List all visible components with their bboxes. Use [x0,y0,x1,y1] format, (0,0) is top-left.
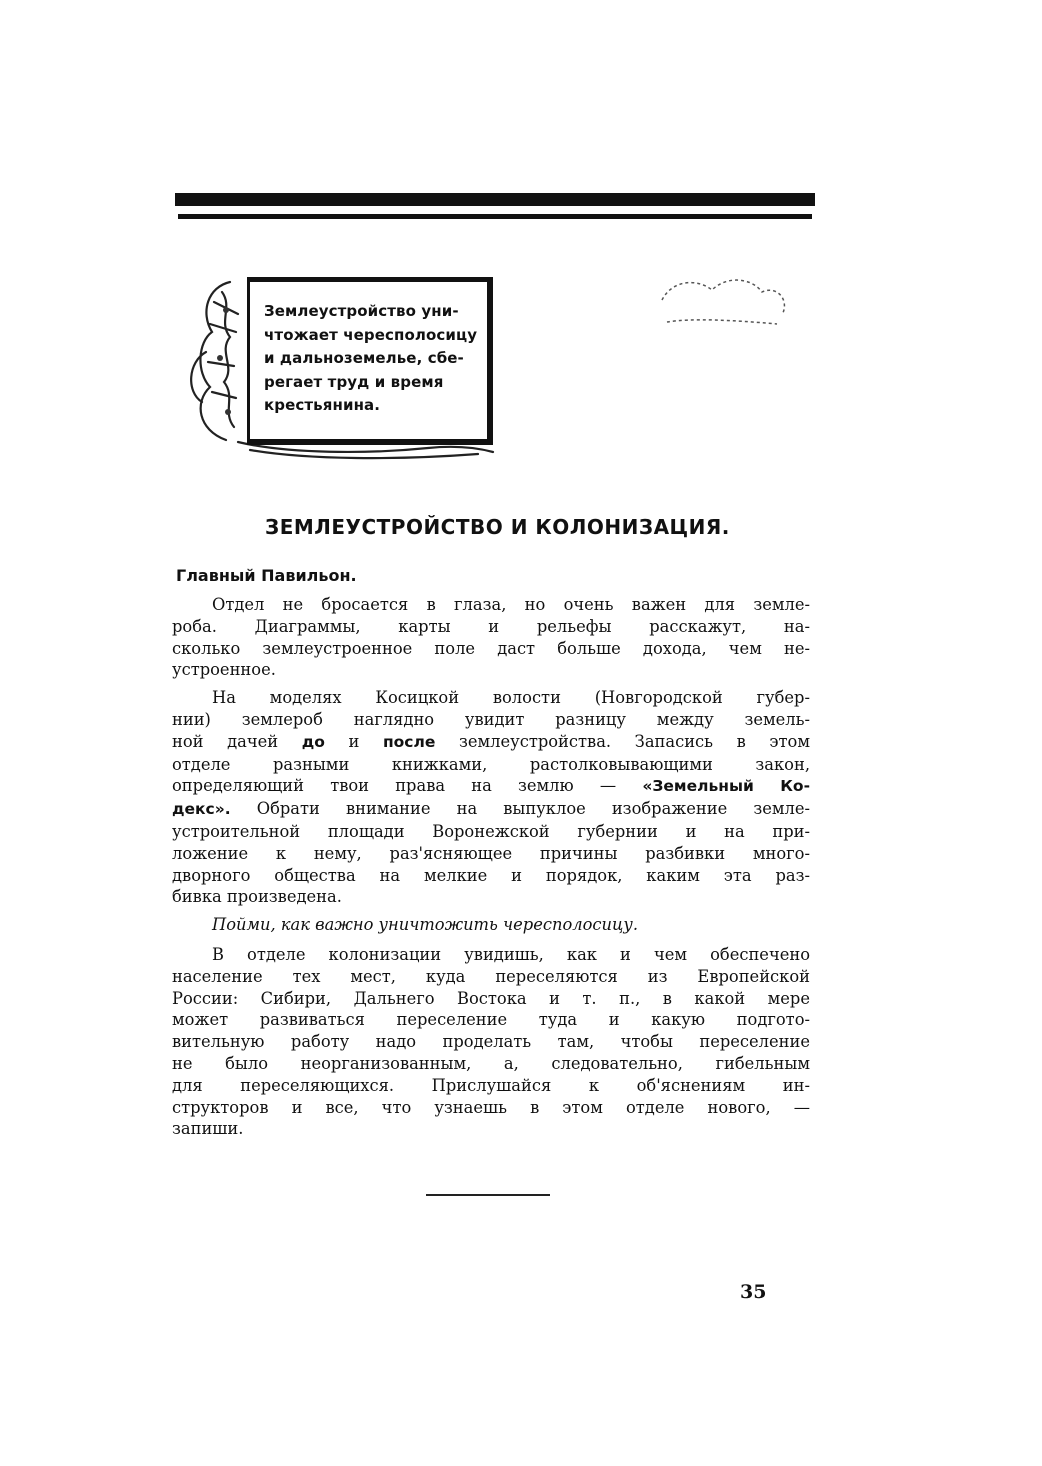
text-line: может развиваться переселение туда и какую подгото- [172,1010,810,1030]
text-line: вительную работу надо проделать там, чтобы переселение [172,1032,810,1052]
top-rule-thick [175,193,815,206]
paragraph-3: Пойми, как важно уничтожить чересполосицу. [212,915,639,935]
top-rule-thin [178,214,812,219]
text-line: население тех мест, куда переселяются из Европейской [172,966,810,986]
paragraph-1 [172,594,810,681]
text-line: Отдел не бросается в глаза, но очень важен для земле- [212,595,810,614]
callout-line: регает труд и время [264,372,444,391]
text-line: сколько землеустроенное поле даст больше дохода, чем не- [172,638,810,658]
cloud-ornament-icon [652,270,792,340]
text-line: бивка произведена. [172,887,342,907]
callout-box [247,277,493,445]
text-line: устроенное. [172,660,276,680]
text-line: роба. Диаграммы, карты и рельефы расскажут, на- [172,616,810,636]
text-line: ложение к нему, раз'ясняющее причины разбивки много- [172,843,810,863]
paragraph-4 [172,944,810,1140]
text-run: определяющий твои права на землю — [172,776,643,796]
bold-run: «Земельный Ко- [642,777,810,796]
bold-run: после [382,732,436,751]
subtitle: Главный Павильон. [176,566,357,585]
text-line: нии) землероб наглядно увидит разницу между земель- [172,709,810,729]
body-text [172,594,810,1146]
text-line [172,775,810,798]
text-run: землеустройства. Запасись в этом [435,731,811,751]
text-run: Обрати внимание на выпуклое изображение земле- [230,799,810,819]
callout-line: чтожает чересполосицу [264,325,478,344]
page-number: 35 [740,1281,767,1303]
text-line: структоров и все, что узнаешь в этом отделе нового, — [172,1097,810,1117]
callout-line: Землеустройство уни- [264,302,459,320]
callout-line: крестьянина. [264,396,381,414]
text-line: не было неорганизованным, а, следовательно, гибельным [172,1053,810,1073]
text-line: В отделе колонизации увидишь, как и чем обеспечено [212,944,810,964]
section-title: ЗЕМЛЕУСТРОЙСТВО И КОЛОНИЗАЦИЯ. [265,515,730,539]
callout-line: и дальноземелье, сбе- [264,349,464,367]
end-rule [426,1194,550,1196]
text-line: На моделях Косицкой волости (Новгородской губер- [212,688,810,708]
text-line [172,731,810,754]
text-line: России: Сибири, Дальнего Востока и т. п., в какой мере [172,988,810,1008]
paragraph-2 [172,687,810,908]
text-line: запиши. [172,1119,244,1139]
text-line: устроительной площади Воронежской губернии и на при- [172,821,810,841]
text-run: ной дачей [172,731,302,751]
text-line: дворного общества на мелкие и порядок, каким эта раз- [172,865,810,885]
text-run: и [324,731,383,751]
text-line: для переселяющихся. Прислушайся к об'яснениям ин- [172,1075,810,1095]
bold-run: декс». [172,800,231,819]
text-line: отделе разными книжками, растолковывающими закон, [172,754,810,774]
bold-run: до [301,732,325,751]
text-line [172,798,810,821]
